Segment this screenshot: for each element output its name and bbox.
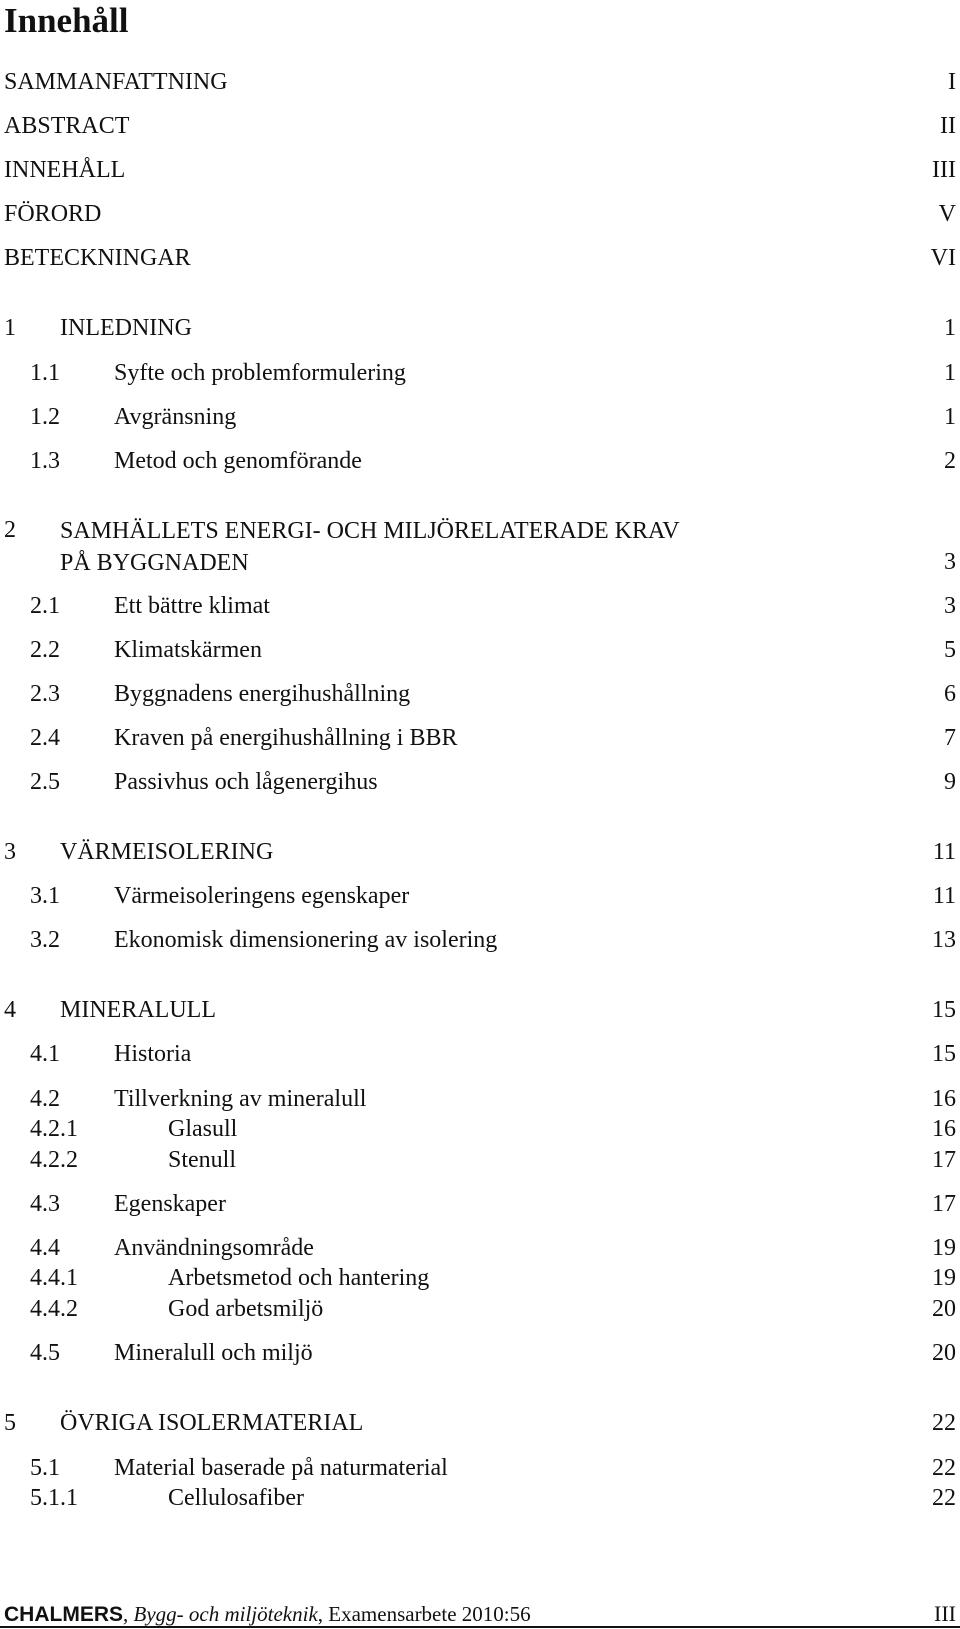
- toc-entry-number: 5.1: [30, 1455, 60, 1481]
- footer-separator: ,: [123, 1602, 134, 1626]
- toc-entry-label: Byggnadens energihushållning: [114, 681, 411, 707]
- toc-entry-label: Klimatskärmen: [114, 637, 262, 663]
- toc-entry-label: Passivhus och lågenergihus: [114, 769, 378, 795]
- toc-entry-number: 4.2: [30, 1086, 60, 1112]
- toc-entry-label: ABSTRACT: [4, 113, 130, 139]
- toc-entry-page: 19: [932, 1235, 956, 1261]
- toc-entry-label: Historia: [114, 1041, 192, 1067]
- toc-entry-number: 1.3: [30, 448, 60, 474]
- toc-entry[interactable]: [0, 313, 960, 343]
- toc-entry-page: 11: [932, 883, 956, 909]
- toc-entry-page: 15: [932, 997, 956, 1023]
- toc-entry-label: VÄRMEISOLERING: [60, 839, 274, 865]
- toc-entry[interactable]: [0, 1294, 960, 1324]
- toc-entry[interactable]: [0, 1084, 960, 1114]
- toc-entry-number: 2.1: [30, 593, 60, 619]
- toc-entry[interactable]: [0, 1338, 960, 1368]
- toc-entry-label: INNEHÅLL: [4, 157, 126, 183]
- toc-entry-label: SAMMANFATTNING: [4, 69, 228, 95]
- toc-entry-label-line2: PÅ BYGGNADEN: [60, 550, 249, 576]
- toc-entry-label: Kraven på energihushållning i BBR: [114, 725, 458, 751]
- toc-entry-label: INLEDNING: [60, 315, 192, 341]
- toc-entry[interactable]: [0, 723, 960, 753]
- toc-entry-page: 1: [944, 360, 956, 386]
- toc-entry[interactable]: [0, 635, 960, 665]
- toc-entry-label: Ett bättre klimat: [114, 593, 270, 619]
- toc-entry-label: Stenull: [168, 1147, 237, 1173]
- toc-entry-label: FÖRORD: [4, 201, 102, 227]
- toc-entry-page: 6: [944, 681, 956, 707]
- toc-entry[interactable]: [0, 679, 960, 709]
- toc-entry[interactable]: [0, 767, 960, 797]
- toc-entry[interactable]: [0, 243, 960, 273]
- toc-entry-number: 2.2: [30, 637, 60, 663]
- toc-entry-page: 1: [944, 315, 956, 341]
- toc-entry-label: Tillverkning av mineralull: [114, 1086, 367, 1112]
- toc-entry-label: Arbetsmetod och hantering: [168, 1265, 430, 1291]
- toc-entry-number: 4.5: [30, 1340, 60, 1366]
- toc-entry-number: 4: [4, 997, 16, 1023]
- toc-entry-number: 4.2.2: [30, 1147, 78, 1173]
- toc-entry-number: 3: [4, 839, 16, 865]
- toc-entry-page: 3: [944, 549, 956, 575]
- toc-entry[interactable]: [0, 837, 960, 867]
- toc-entry-number: 5.1.1: [30, 1485, 78, 1511]
- toc-entry-number: 4.4.2: [30, 1296, 78, 1322]
- toc-entry-number: 4.4.1: [30, 1265, 78, 1291]
- toc-entry-label: Egenskaper: [114, 1191, 226, 1217]
- page-title: Innehåll: [4, 1, 129, 40]
- toc-entry-number: 3.2: [30, 927, 60, 953]
- toc-entry-page: I: [948, 69, 956, 95]
- toc-entry[interactable]: [0, 881, 960, 911]
- toc-entry-label: God arbetsmiljö: [168, 1296, 324, 1322]
- page-footer: [4, 1600, 956, 1628]
- toc-entry-page: 20: [932, 1296, 956, 1322]
- toc-entry-label: Cellulosafiber: [168, 1485, 304, 1511]
- toc-entry-number: 4.4: [30, 1235, 60, 1261]
- toc-entry[interactable]: [0, 1408, 960, 1438]
- toc-entry-number: 1.1: [30, 360, 60, 386]
- toc-entry-label: Användningsområde: [114, 1235, 314, 1261]
- toc-entry-number: 2: [4, 517, 16, 543]
- toc-entry-page: 7: [944, 725, 956, 751]
- toc-entry-page: 22: [932, 1485, 956, 1511]
- toc-entry-label: ÖVRIGA ISOLERMATERIAL: [60, 1410, 364, 1436]
- toc-entry-page: 17: [932, 1191, 956, 1217]
- toc-entry-page: 20: [932, 1340, 956, 1366]
- toc-entry-number: 2.5: [30, 769, 60, 795]
- footer-department: Bygg- och miljöteknik: [133, 1602, 318, 1626]
- toc-entry-number: 4.3: [30, 1191, 60, 1217]
- toc-entry-page: 16: [932, 1116, 956, 1142]
- toc-entry-page: 17: [932, 1147, 956, 1173]
- toc-entry-number: 1: [4, 315, 16, 341]
- toc-entry-label-line1: SAMHÄLLETS ENERGI- OCH MILJÖRELATERADE KRAV: [60, 518, 680, 544]
- toc-entry-label: Avgränsning: [114, 404, 237, 430]
- toc-entry-page: III: [932, 157, 956, 183]
- toc-entry-page: 11: [932, 839, 956, 865]
- toc-entry-page: 2: [944, 448, 956, 474]
- toc-entry[interactable]: [0, 402, 960, 432]
- toc-entry-number: 3.1: [30, 883, 60, 909]
- toc-entry-page: V: [938, 201, 956, 227]
- toc-entry-label: Ekonomisk dimensionering av isolering: [114, 927, 498, 953]
- toc-entry[interactable]: [0, 995, 960, 1025]
- toc-entry-label: Material baserade på naturmaterial: [114, 1455, 448, 1481]
- toc-entry-page: 16: [932, 1086, 956, 1112]
- toc-entry-page: II: [940, 113, 956, 139]
- toc-entry[interactable]: [0, 1189, 960, 1219]
- toc-entry-label: MINERALULL: [60, 997, 216, 1023]
- toc-entry-page: 1: [944, 404, 956, 430]
- toc-entry-page: 22: [932, 1455, 956, 1481]
- toc-entry-number: 2.3: [30, 681, 60, 707]
- toc-entry-number: 4.2.1: [30, 1116, 78, 1142]
- toc-entry[interactable]: [0, 1039, 960, 1069]
- footer-publication: , Examensarbete 2010:56: [317, 1602, 531, 1626]
- toc-entry[interactable]: [0, 67, 960, 97]
- toc-entry-number: 2.4: [30, 725, 60, 751]
- toc-entry-page: 9: [944, 769, 956, 795]
- toc-entry[interactable]: [0, 358, 960, 388]
- toc-entry-label: Metod och genomförande: [114, 448, 362, 474]
- toc-entry-page: 22: [932, 1410, 956, 1436]
- toc-entry-page: 5: [944, 637, 956, 663]
- toc-entry-label: Syfte och problemformulering: [114, 360, 406, 386]
- toc-entry-label: Glasull: [168, 1116, 238, 1142]
- toc-entry[interactable]: [0, 1483, 960, 1513]
- toc-entry[interactable]: [0, 1263, 960, 1293]
- toc-entry-label: [60, 515, 680, 579]
- toc-entry-page: 15: [932, 1041, 956, 1067]
- toc-entry-label: Mineralull och miljö: [114, 1340, 313, 1366]
- toc-entry[interactable]: [0, 1114, 960, 1144]
- toc-entry[interactable]: [0, 591, 960, 621]
- toc-entry[interactable]: [0, 446, 960, 476]
- toc-entry[interactable]: [0, 925, 960, 955]
- footer-brand: CHALMERS: [4, 1603, 123, 1626]
- toc-entry[interactable]: [0, 155, 960, 185]
- toc-entry-page: 13: [932, 927, 956, 953]
- toc-entry-page: VI: [930, 245, 956, 271]
- toc-entry-label: BETECKNINGAR: [4, 245, 191, 271]
- toc-entry[interactable]: [0, 199, 960, 229]
- toc-entry-page: 3: [944, 593, 956, 619]
- toc-entry[interactable]: [0, 1233, 960, 1263]
- toc-entry[interactable]: [0, 1145, 960, 1175]
- toc-entry[interactable]: [0, 111, 960, 141]
- toc-entry-page: 19: [932, 1265, 956, 1291]
- toc-entry[interactable]: [0, 1453, 960, 1483]
- toc-entry-label: Värmeisoleringens egenskaper: [114, 883, 410, 909]
- toc-entry[interactable]: [0, 515, 960, 577]
- toc-entry-number: 1.2: [30, 404, 60, 430]
- toc-entry-number: 4.1: [30, 1041, 60, 1067]
- toc-entry-number: 5: [4, 1410, 16, 1436]
- footer-page-number: III: [934, 1601, 956, 1626]
